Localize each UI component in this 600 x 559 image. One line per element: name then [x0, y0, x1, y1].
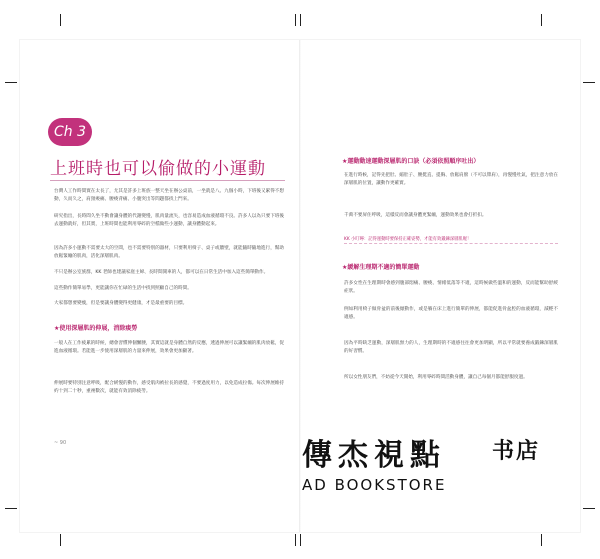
chapter-badge: Ch 3: [48, 118, 92, 146]
bookstore-watermark: [302, 430, 541, 494]
left-page: [20, 40, 300, 532]
paragraph: 伸展時要特別注意呼吸，配合緩慢的動作，感受肌肉被拉長的感覺，不要過度用力，以免造成拉傷。每次伸展維持約十到二十秒，重複數次，就能有效消除疲勞。: [54, 381, 284, 394]
page-number: ~ 90: [54, 440, 67, 446]
trim-mark: [60, 14, 61, 26]
paragraph: 許多女性在生理期時會感到腹部悶痛、腰痠、情緒低落等不適，這時候做些溫和的運動，反而能幫助舒緩症狀。: [344, 281, 558, 294]
trim-mark: [5, 508, 17, 509]
title-divider: [50, 180, 285, 181]
trim-mark: [300, 534, 301, 546]
trim-mark: [5, 82, 17, 83]
paragraph: 台灣人工作時間實在太長了，尤其是許多上班族一整天坐在辦公桌前，一坐就是八、九個小時，下班後又累得不想動，久而久之，肩頸痠痛、腰痠背痛、小腹突出等問題都找上門來。: [54, 189, 284, 202]
paragraph: 例如利用椅子做骨盆的前後傾動作，或是躺在床上進行簡單的伸展，都能促進骨盆腔的血液循環，減輕不適感。: [344, 307, 558, 320]
watermark-sub-text: 书店: [492, 438, 541, 464]
paragraph: 這些動作簡單易學，更能讓你在忙碌的生活中找到照顧自己的時間。: [54, 286, 192, 291]
paragraph: 在進行時候，記得先把肚、縮肚子、腰挺直、提胸、放鬆肩膀（不可以聳肩），再慢慢吐氣，把注意力放在深層肌的位置，讓動作更確實。: [344, 173, 558, 186]
trim-mark: [541, 14, 542, 26]
paragraph: 因為平時缺乏運動，深層肌無力的人，生理期時的不適感往往會更加明顯，所以平常就要養成鍛鍊深層肌的好習慣。: [344, 341, 558, 354]
watermark-main-text: 傳杰視點: [302, 438, 446, 473]
page-title: 上班時也可以偷做的小運動: [50, 159, 266, 179]
paragraph: 研究指出，長時間久坐不動會讓身體的代謝變慢，肌肉量流失，也容易造成血液循環不良。許多人以為只要下班後去運動就好，但其實，上班時間也能利用零碎的空檔做些小運動，讓身體動起來。: [54, 214, 284, 227]
paragraph: 一般人在工作疲累的時候，總會習慣伸個懶腰，其實這就是身體自然的反應，透過伸展可以讓緊繃的肌肉放鬆，促進血液循環。若能進一步使用深層肌的力量來伸展，效果會更加顯著。: [54, 341, 284, 354]
trim-mark: [583, 82, 595, 83]
trim-mark: [60, 534, 61, 546]
trim-mark: [295, 14, 296, 26]
paragraph: 大家都想要變瘦，但是要讓身體變得更健康，才是最重要的目標。: [54, 301, 188, 306]
section-heading: ★緩解生理期不適的簡單運動: [342, 264, 420, 271]
paragraph: 因為許多小運動不需要太大的空間，也不需要特別的器材，只要利用椅子、桌子或牆壁，就能隨時隨地進行，幫助放鬆緊繃的肌肉，活化深層肌肉。: [54, 246, 284, 259]
section-heading: ★使用深層肌的伸展，消除痠勞: [54, 325, 138, 332]
paragraph: 不只是辦公室族群，KK 老師也建議家庭主婦、長時間開車的人，都可以在日常生活中加入這些簡單動作。: [54, 270, 269, 275]
trim-mark: [300, 14, 301, 26]
paragraph: 千萬不要屏住呼吸，這樣反而會讓身體更緊繃，運動效果也會打折扣。: [344, 213, 487, 218]
watermark-english-text: AD BOOKSTORE: [302, 476, 447, 494]
trim-mark: [295, 534, 296, 546]
paragraph: 所以女性朋友們，不妨從今天開始，利用零碎時間活動身體，讓自己每個月都能舒服度過。: [344, 375, 528, 380]
trim-mark: [583, 508, 595, 509]
section-heading: ★運動動速運動深層肌的口訣（必須依照順序吐出）: [342, 158, 480, 165]
tip-note: KK 小叮嚀：記得運動時要保持正確姿勢，才能有效鍛鍊深層肌喔！: [344, 236, 558, 244]
trim-mark: [541, 534, 542, 546]
